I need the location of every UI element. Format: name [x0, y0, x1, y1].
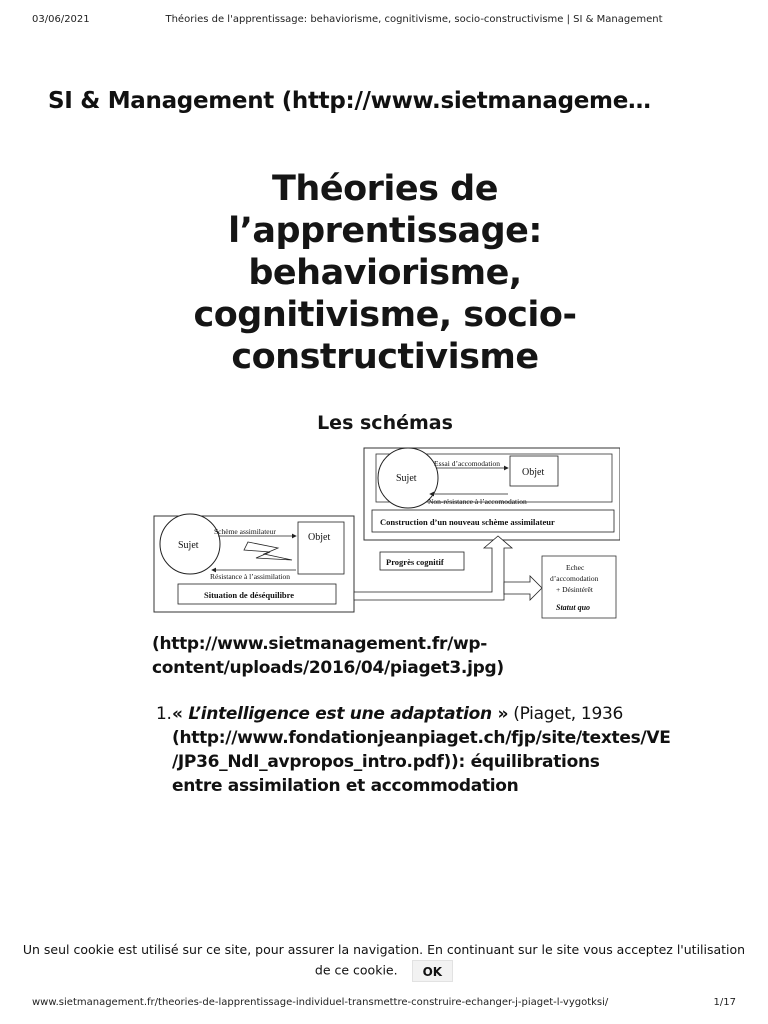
article-title-line: constructivisme: [231, 337, 539, 377]
diagram-failure-line: Echec: [566, 563, 585, 572]
diagram-left-caption: Situation de déséquilibre: [204, 590, 295, 600]
diagram-top-arrow-label: Essai d’accomodation: [434, 459, 501, 468]
diagram-left-object: Objet: [308, 532, 331, 543]
print-page-number: 1/17: [713, 997, 736, 1008]
quote-explanation: ): équilibrations entre assimilation et accommodation: [172, 752, 600, 796]
diagram-left-panel: [154, 514, 354, 612]
diagram-top-caption: Construction d’un nouveau schème assimilateur: [380, 517, 555, 527]
quote-text: L’intelligence est une adaptation: [188, 704, 492, 724]
list-item-number: 1.: [156, 704, 172, 724]
cookie-message-end: de ce cookie.: [314, 962, 398, 978]
right-arrow: [504, 576, 542, 600]
piaget-source-link[interactable]: (http://www.fondationjeanpiaget.ch/fjp/site/textes/VE /JP36_NdI_avpropos_intro.pdf): [172, 728, 671, 772]
print-url: www.sietmanagement.fr/theories-de-lapprentissage-individuel-transmettre-construire-echanger-j-piaget-l-vygotksi/: [32, 997, 609, 1008]
diagram-top-panel: [364, 448, 620, 540]
diagram-left-return-label: Résistance à l’assimilation: [210, 572, 290, 581]
image-source-link[interactable]: (http://www.sietmanagement.fr/wp-content/uploads/2016/04/piaget3.jpg): [152, 634, 504, 678]
piaget-diagram-image[interactable]: [152, 446, 620, 622]
article-title-line: Théories de: [272, 169, 498, 209]
article-title-line: l’apprentissage:: [228, 211, 542, 251]
article-title: [140, 168, 630, 378]
cookie-message: Un seul cookie est utilisé sur ce site, pour assurer la navigation. En continuant sur le site vous acceptez l'utilisation: [22, 942, 746, 957]
print-date: 03/06/2021: [32, 14, 90, 25]
list-item: « L’intelligence est une adaptation » (Piaget, 1936 (http://www.fondationjeanpiaget.ch/fjp/site/textes/VE /JP36_NdI_avpropos_intro.pdf)): équilibrations entre assimilation et accommodation: [172, 704, 671, 796]
cookie-banner: [0, 940, 768, 982]
diagram-failure-line: Statut quo: [556, 603, 591, 612]
diagram-left-arrow-label: Schème assimilateur: [214, 527, 276, 536]
article-title-line: cognitivisme, socio-: [193, 295, 577, 335]
print-footer: [32, 997, 736, 1009]
diagram-top-object: Objet: [522, 467, 545, 478]
diagram-failure-panel: [542, 556, 616, 618]
diagram-left-object-box: [298, 522, 344, 574]
diagram-top-subject: Sujet: [396, 473, 417, 484]
diagram-progress-label: Progrès cognitif: [386, 557, 444, 567]
print-header: [32, 14, 736, 28]
cookie-ok-button[interactable]: OK: [412, 960, 454, 982]
diagram-top-return-label: Non-résistance à l’accomodation: [428, 497, 527, 506]
site-title-link[interactable]: SI & Management (http://www.sietmanageme…: [48, 88, 651, 114]
section-heading: Les schémas: [317, 412, 453, 434]
article-title-line: behaviorisme,: [248, 253, 522, 293]
quote-list: [156, 702, 671, 798]
diagram-failure-line: d’accomodation: [550, 574, 599, 583]
diagram-failure-line: + Désintérêt: [556, 585, 593, 594]
quote-author: (Piaget, 1936: [508, 704, 623, 724]
diagram-left-subject: Sujet: [178, 540, 199, 551]
print-page-title: Théories de l'apprentissage: behaviorisme, cognitivisme, socio-constructivisme | SI & Management: [165, 14, 663, 25]
